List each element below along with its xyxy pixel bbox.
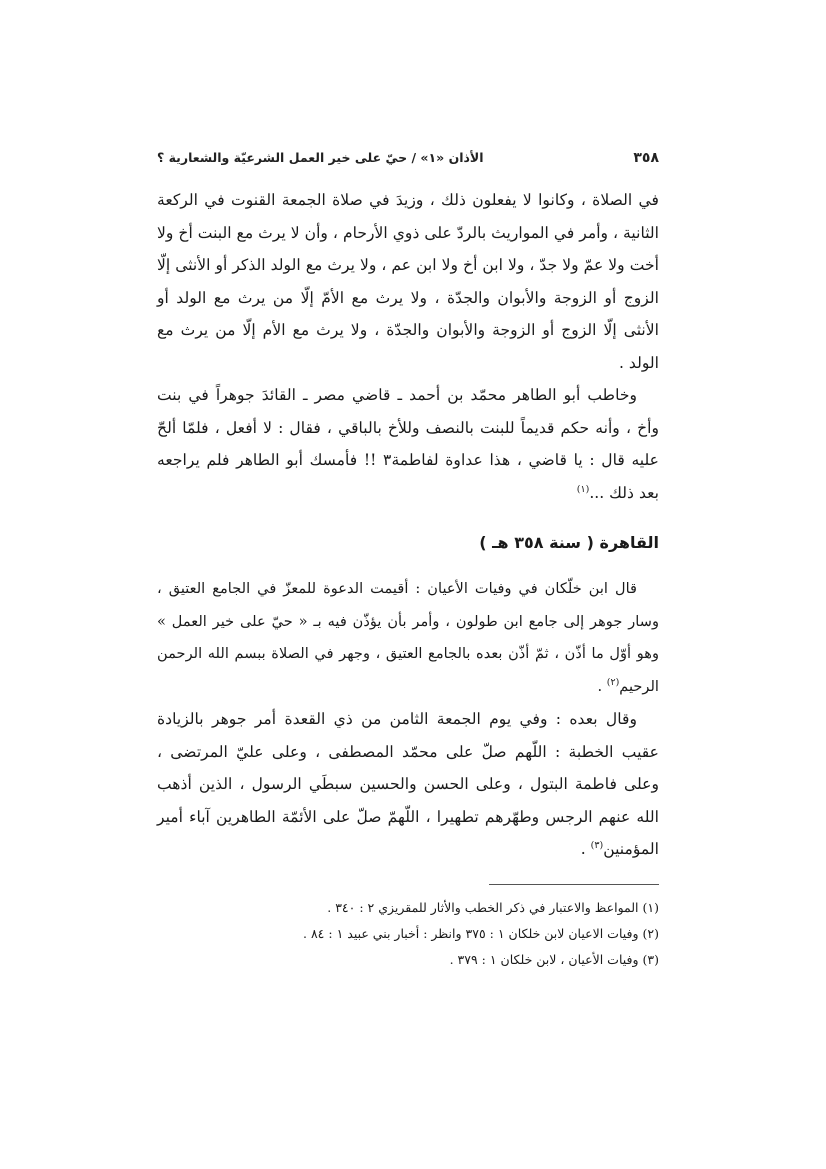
paragraph-text: وقال بعده : وفي يوم الجمعة الثامن من ذي القعدة أمر جوهر بالزيادة عقيب الخطبة : اللّهم صلّ على محمّد المصطفى ، وعلى عليّ المرتضى ، وعلى فاطمة البتول ، وعلى الحسن والحسين سبطَي الرسول ، الذين أذهب الله عنهم الرجس وطهّرهم تطهيرا ، اللّهمّ صلّ على الأئمّة الطاهرين آباء أمير المؤمنين <box>157 710 659 858</box>
paragraph-end: . <box>597 677 607 695</box>
footnote: (٣) وفيات الأعيان ، لابن خلكان ١ : ٣٧٩ . <box>449 951 659 967</box>
paragraph-text: في الصلاة ، وكانوا لا يفعلون ذلك ، وزيدَ في صلاة الجمعة القنوت في الركعة الثانية ، وأمر في المواريث بالردّ على ذوي الأرحام ، وأن لا يرث مع البنت أخ ولا أخت ولا عمّ ولا جدّ ، ولا ابن أخ ولا ابن عم ، ولا يرث مع الولد الذكر أو الأنثى إلّا الزوج أو الزوجة والأبوان والجدّة ، ولا يرث مع الأمّ إلّا من يرث مع الولد أو الأنثى إلّا الزوج أو الزوجة والأبوان والجدّة ، ولا يرث مع الأم إلّا من يرث مع الولد . <box>157 191 659 372</box>
footnotes-list <box>157 895 659 973</box>
footnote-reference: (٣) <box>590 839 604 851</box>
paragraph-end: . <box>580 840 591 858</box>
paragraph-text: وخاطب أبو الطاهر محمّد بن أحمد ـ قاضي مصر ـ القائدَ جوهراً في بنت وأخ ، وأنه حكم قديماً للبنت بالنصف وللأخ بالباقي ، فقال : لا أفعل ، فلمّا ألحّ عليه قال : يا قاضي ، هذا عداوة لفاطمة٣ !! فأمسك أبو الطاهر فلم يراجعه بعد ذلك ... <box>157 386 659 502</box>
footnote: (١) المواعظ والاعتبار في ذكر الخطب والأثار للمقريزي ٢ : ٣٤٠ . <box>327 899 659 915</box>
body-paragraph <box>157 184 659 379</box>
body-paragraph <box>157 573 659 703</box>
body-paragraph <box>157 703 659 866</box>
footnote-reference: (١) <box>576 483 590 495</box>
page-number: ٣٥٨ <box>633 150 659 166</box>
section-heading: القاهرة ( سنة ٣٥٨ هـ ) <box>479 533 659 552</box>
footnote-reference: (٢) <box>606 676 620 688</box>
footnote: (٢) وفيات الاعيان لابن خلكان ١ : ٣٧٥ وانظر : أخبار بني عبيد ١ : ٨٤ . <box>303 925 659 941</box>
footnote-separator <box>489 884 659 885</box>
running-header <box>157 150 659 172</box>
body-paragraph <box>157 379 659 509</box>
running-title: الأذان «١» / حيّ على خير العمل الشرعيّة والشعارية ؟ <box>157 150 484 165</box>
paragraph-text: قال ابن خلّكان في وفيات الأعيان : أقيمت الدعوة للمعزّ في الجامع العتيق ، وسار جوهر إلى جامع ابن طولون ، وأمر بأن يؤذّن فيه بـ « حيّ على خير العمل » وهو أوّل ما أذّن ، ثمّ أذّن بعده بالجامع العتيق ، وجهر في الصلاة ببسم الله الرحمن الرحيم <box>157 580 659 695</box>
document-page <box>157 150 659 973</box>
